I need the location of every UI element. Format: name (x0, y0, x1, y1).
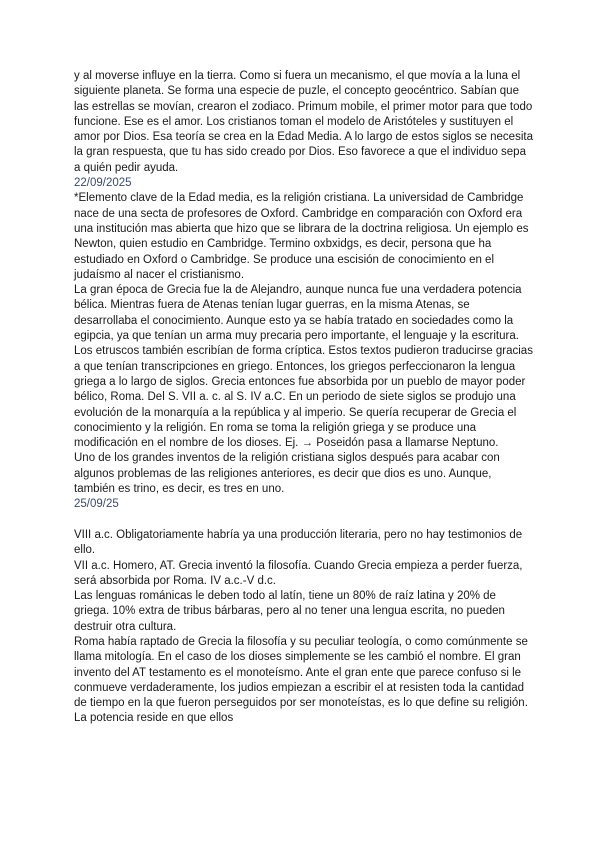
paragraph-viii-ac: VIII a.c. Obligatoriamente habría ya una producción literaria, pero no hay testimonios de ello. (74, 528, 523, 557)
paragraph-greece-rome: La gran época de Grecia fue la de Alejandro, aunque nunca fue una verdadera potencia bélica. Mientras fuera de Atenas tenían lugar guerras, en la misma Atenas, se desarrollaba el conocimiento. Aunque esto ya se había tratado en sociedades como la egipcia, ya que tenían un arma muy precaria pero importante, el lenguaje y la escritura. Los etruscos también escribían de forma críptica. Estos textos pudieron traducirse gracias a que tenían transcripciones en griego. Entonces, los griegos perfeccionaron la lengua griega a lo largo de siglos. Grecia entonces fue absorbida por un pueblo de mayor poder bélico, Roma. Del S. VII a. c. al S. IV a.C. En un periodo de siete siglos se produjo una evolución de la monarquía a la república y al imperio. Se quería recuperar de Grecia el conocimiento y la religión. En roma se toma la religión griega y se produce una modificación en el nombre de los dioses. Ej. → Poseidón pasa a llamarse Neptuno. (74, 284, 533, 450)
paragraph-trinity: Uno de los grandes inventos de la religión cristiana siglos después para acabar con algunos problemas de las religiones anteriores, es decir que dios es uno. Aunque, también es trino, es decir, es tres en uno. (74, 452, 500, 496)
date-heading-25-09-25: 25/09/25 (74, 498, 119, 511)
paragraph-cambridge-oxford: *Elemento clave de la Edad media, es la religión cristiana. La universidad de Cambridge nace de una secta de profesores de Oxford. Cambridge en comparación con Oxford era una institución mas abierta que hizo que se librara de la doctrina religiosa. Un ejemplo es Newton, quien estudio en Cambridge. Termino oxbxidgs, es decir, persona que ha estudiado en Oxford o Cambridge. Se produce una escisión de conocimiento en el judaísmo al nacer el cristianismo. (74, 192, 529, 281)
paragraph-vii-ac: VII a.c. Homero, AT. Grecia inventó la filosofía. Cuando Grecia empieza a perder fuerza, será absorbida por Roma. IV a.c.-V d.c. (74, 559, 523, 587)
paragraph-rome-monotheism: Roma había raptado de Grecia la filosofía y su peculiar teología, o como comúnmente se llama mitología. En el caso de los dioses simplemente se les cambió el nombre. El gran invento del AT testamento es el monoteísmo. Ante el gran ente que parece confuso si le conmueve verdaderamente, los judios empiezan a escribir el at resisten toda la cantidad de tiempo en la que fueron perseguidos por ser monoteístas, es lo que define su religión. La potencia reside en que ellos (74, 635, 528, 725)
paragraph-geocentric-model: y al moverse influye en la tierra. Como si fuera un mecanismo, el que movía a la luna el siguiente planeta. Se forma una especie de puzle, el concepto geocéntrico. Sabían que las estrellas se movían, crearon el zodiaco. Primum mobile, el primer motor para que todo funcione. Ese es el amor. Los cristianos toman el modelo de Aristóteles y sustituyen el amor por Dios. Esa teoría se crea en la Edad Media. A lo largo de estos siglos se necesita la gran respuesta, que tu has sido creado por Dios. Eso favorece a que el individuo sepa a quién pedir ayuda. (74, 70, 533, 174)
document-page (74, 69, 534, 727)
blank-line (74, 513, 534, 528)
paragraph-romance-languages: Las lenguas románicas le deben todo al latín, tiene un 80% de raíz latina y 20% de griega. 10% extra de tribus bárbaras, pero al no tener una lengua escrita, no pueden destruir otra cultura. (74, 590, 505, 633)
date-heading-22-09-2025: 22/09/2025 (74, 177, 132, 190)
